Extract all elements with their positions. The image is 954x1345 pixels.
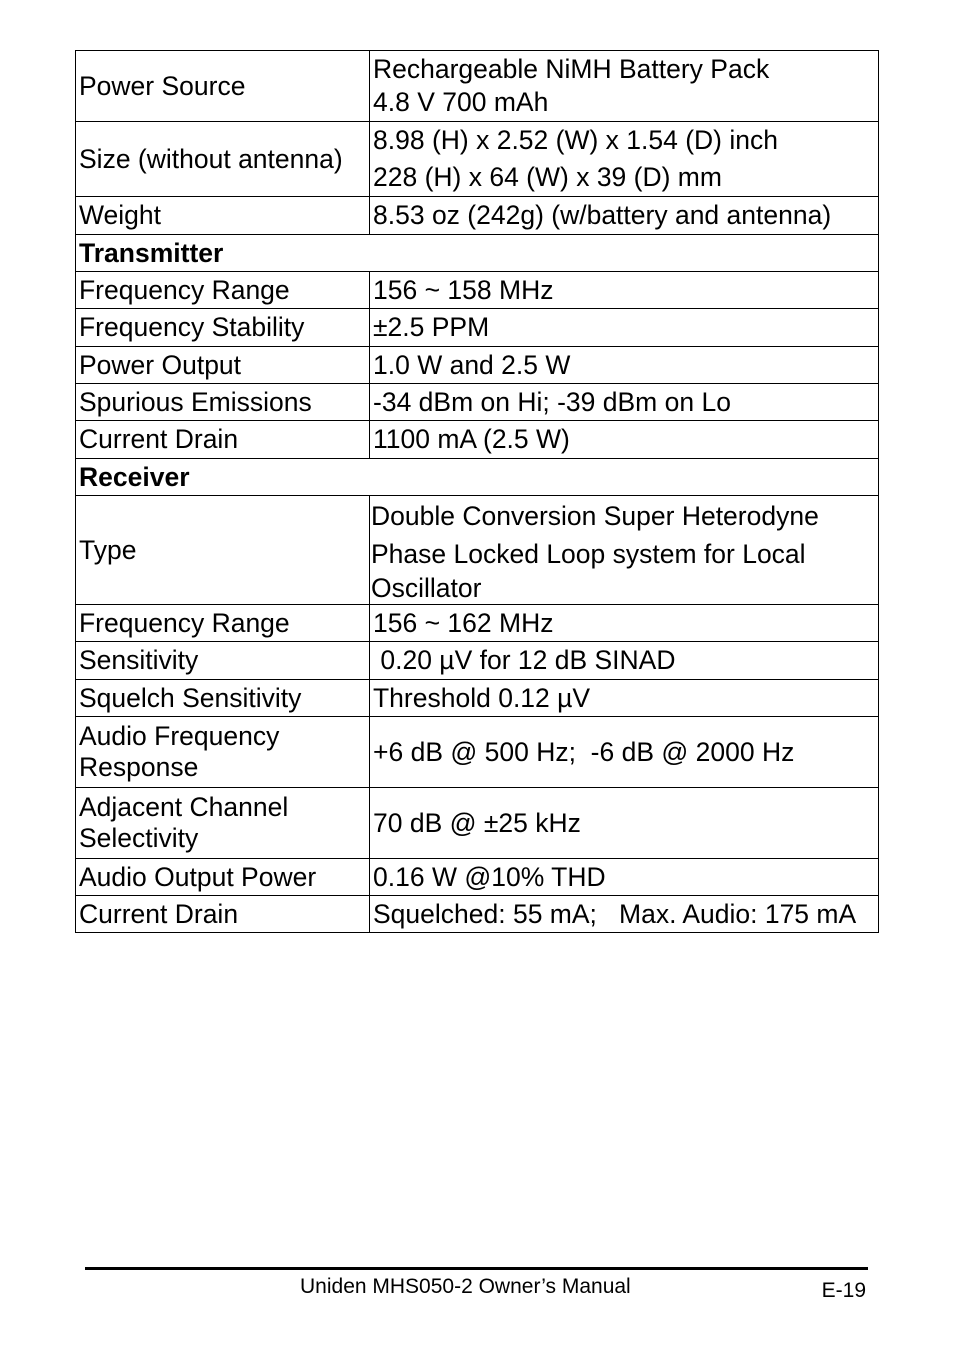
spec-row [76, 717, 879, 788]
spec-label: Current Drain [76, 896, 370, 933]
spec-label: Adjacent Channel Selectivity [76, 788, 370, 859]
footer-title: Uniden MHS050-2 Owner’s Manual [300, 1275, 631, 1298]
spec-row [76, 605, 879, 642]
spec-row [76, 896, 879, 933]
spec-value-line: 4.8 V 700 mAh [373, 87, 549, 117]
spec-value [370, 421, 879, 459]
spec-value-line: Phase Locked Loop system for Local [371, 539, 806, 569]
spec-row [76, 197, 879, 235]
spec-row [76, 680, 879, 717]
spec-value [370, 788, 879, 859]
spec-row [76, 788, 879, 859]
spec-label: Audio Output Power [76, 859, 370, 896]
spec-label: Audio Frequency Response [76, 717, 370, 788]
spec-value [370, 859, 879, 896]
spec-row [76, 309, 879, 347]
spec-value [370, 197, 879, 235]
spec-value-line: Threshold 0.12 µV [373, 682, 591, 713]
spec-label: Squelch Sensitivity [76, 680, 370, 717]
spec-value [370, 896, 879, 933]
spec-value [370, 272, 879, 309]
spec-value-line: 156 ~ 162 MHz [373, 607, 554, 638]
spec-value [370, 605, 879, 642]
spec-label: Frequency Stability [76, 309, 370, 347]
spec-value-line: ±2.5 PPM [373, 312, 490, 342]
spec-row [76, 859, 879, 896]
spec-value-line: 1.0 W and 2.5 W [373, 349, 571, 380]
spec-value-line: 70 dB @ ±25 kHz [373, 807, 581, 838]
spec-label: Current Drain [76, 421, 370, 459]
spec-value-line: Squelched: 55 mA; Max. Audio: 175 mA [373, 898, 857, 929]
spec-value-line: 228 (H) x 64 (W) x 39 (D) mm [373, 162, 722, 192]
spec-row [76, 272, 879, 309]
spec-value-line: -34 dBm on Hi; -39 dBm on Lo [373, 386, 731, 417]
spec-value-line: Double Conversion Super Heterodyne [371, 501, 819, 531]
spec-value [370, 122, 879, 197]
spec-value-line: +6 dB @ 500 Hz; -6 dB @ 2000 Hz [373, 736, 795, 767]
spec-row [76, 421, 879, 459]
spec-value-line: 0.16 W @10% THD [373, 861, 606, 892]
spec-row [76, 496, 879, 605]
spec-value [370, 680, 879, 717]
section-row [76, 235, 879, 272]
spec-label: Power Output [76, 347, 370, 384]
section-heading: Receiver [76, 459, 879, 496]
spec-label: Sensitivity [76, 642, 370, 680]
spec-value [370, 347, 879, 384]
spec-value-line: Rechargeable NiMH Battery Pack [373, 54, 770, 84]
spec-value-line: 156 ~ 158 MHz [373, 274, 554, 305]
spec-value-line: 1100 mA (2.5 W) [373, 424, 570, 454]
spec-value-line: 0.20 µV for 12 dB SINAD [373, 645, 676, 675]
spec-value [370, 717, 879, 788]
spec-label: Frequency Range [76, 272, 370, 309]
footer-rule [85, 1267, 868, 1270]
spec-value-line: 8.53 oz (242g) (w/battery and antenna) [373, 200, 832, 230]
spec-row [76, 642, 879, 680]
spec-value [370, 51, 879, 122]
spec-value [370, 642, 879, 680]
spec-row [76, 51, 879, 122]
spec-label: Weight [76, 197, 370, 235]
spec-value [370, 384, 879, 421]
spec-label: Power Source [76, 51, 370, 122]
spec-row [76, 384, 879, 421]
spec-label: Spurious Emissions [76, 384, 370, 421]
spec-label: Size (without antenna) [76, 122, 370, 197]
spec-label: Type [76, 496, 370, 605]
spec-value-line: 8.98 (H) x 2.52 (W) x 1.54 (D) inch [373, 125, 778, 155]
specifications-table [75, 50, 879, 933]
spec-row [76, 122, 879, 197]
section-row [76, 459, 879, 496]
spec-value [370, 309, 879, 347]
spec-value [370, 496, 879, 605]
spec-value-line: Oscillator [371, 573, 482, 603]
page-number: E-19 [821, 1279, 866, 1302]
spec-label: Frequency Range [76, 605, 370, 642]
spec-row [76, 347, 879, 384]
section-heading: Transmitter [76, 235, 879, 272]
